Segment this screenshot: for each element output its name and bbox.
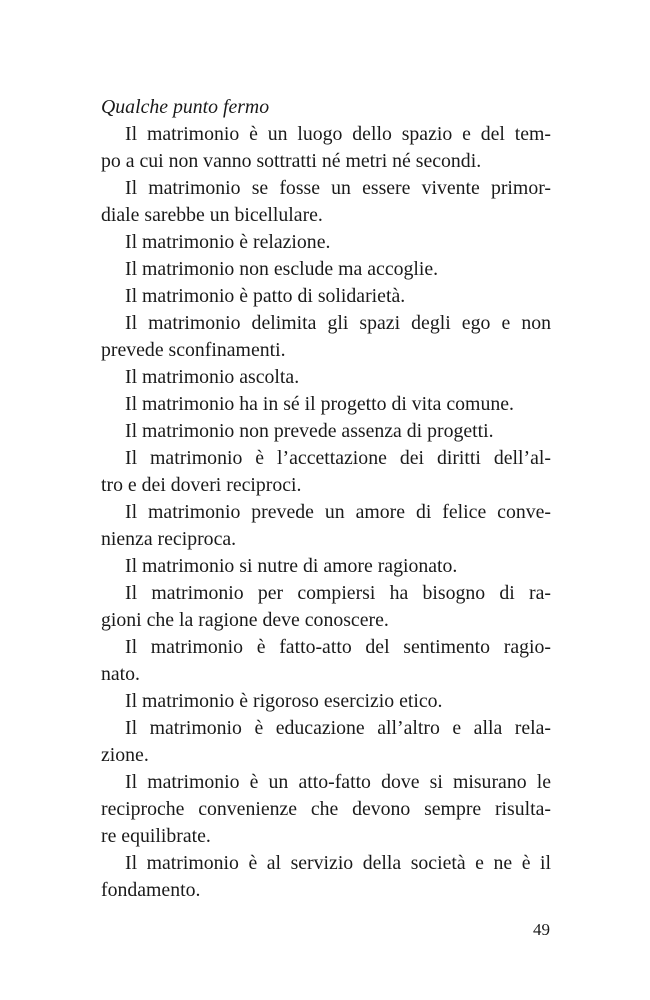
paragraph: [101, 175, 551, 229]
text-line: Il matrimonio ascolta.: [125, 366, 300, 388]
paragraph: [101, 121, 551, 175]
paragraph: [101, 850, 551, 904]
text-line: Il matrimonio per compiersi ha bisogno di ra-: [125, 582, 551, 604]
paragraph: [101, 418, 551, 445]
text-line: fondamento.: [101, 879, 201, 901]
text-line: Il matrimonio è un atto-fatto dove si misurano le: [125, 771, 551, 793]
text-line: Il matrimonio prevede un amore di felice conve-: [125, 501, 551, 523]
text-line: nato.: [101, 663, 141, 685]
text-line: Il matrimonio è un luogo dello spazio e del tem-: [125, 123, 551, 145]
paragraph: [101, 553, 551, 580]
text-line: Il matrimonio è relazione.: [125, 231, 331, 253]
paragraph: [101, 256, 551, 283]
paragraph: [101, 688, 551, 715]
text-line: re equilibrate.: [101, 825, 211, 847]
text-line: Il matrimonio se fosse un essere vivente primor-: [125, 177, 551, 199]
body-text: [101, 94, 551, 904]
paragraph: [101, 391, 551, 418]
paragraph: [101, 283, 551, 310]
text-line: po a cui non vanno sottratti né metri né secondi.: [101, 150, 482, 172]
paragraph: [101, 715, 551, 769]
paragraph: [101, 445, 551, 499]
text-line: zione.: [101, 744, 149, 766]
paragraph: [101, 364, 551, 391]
text-line: Il matrimonio delimita gli spazi degli ego e non: [125, 312, 551, 334]
paragraph: [101, 310, 551, 364]
text-line: Il matrimonio si nutre di amore ragionato.: [125, 555, 458, 577]
text-line: Il matrimonio è educazione all’altro e alla rela-: [125, 717, 551, 739]
text-line: Il matrimonio è rigoroso esercizio etico.: [125, 690, 443, 712]
page-number: 49: [533, 920, 550, 939]
paragraph: [101, 769, 551, 850]
paragraph: [101, 499, 551, 553]
text-line: Il matrimonio non prevede assenza di progetti.: [125, 420, 494, 442]
text-line: nienza reciproca.: [101, 528, 237, 550]
text-line: Il matrimonio è patto di solidarietà.: [125, 285, 406, 307]
text-line: Il matrimonio ha in sé il progetto di vita comune.: [125, 393, 514, 415]
paragraph: [101, 634, 551, 688]
text-line: Il matrimonio è l’accettazione dei diritti dell’al-: [125, 447, 551, 469]
paragraph-list: [101, 121, 551, 904]
text-line: tro e dei doveri reciproci.: [101, 474, 302, 496]
paragraph: [101, 229, 551, 256]
text-line: reciproche convenienze che devono sempre risulta-: [101, 798, 551, 820]
text-line: Il matrimonio non esclude ma accoglie.: [125, 258, 439, 280]
text-line: Il matrimonio è fatto-atto del sentimento ragio-: [125, 636, 551, 658]
text-line: diale sarebbe un bicellulare.: [101, 204, 323, 226]
paragraph: [101, 580, 551, 634]
text-line: prevede sconfinamenti.: [101, 339, 286, 361]
section-heading: Qualche punto fermo: [101, 96, 270, 118]
text-line: gioni che la ragione deve conoscere.: [101, 609, 389, 631]
text-line: Il matrimonio è al servizio della società e ne è il: [125, 852, 551, 874]
